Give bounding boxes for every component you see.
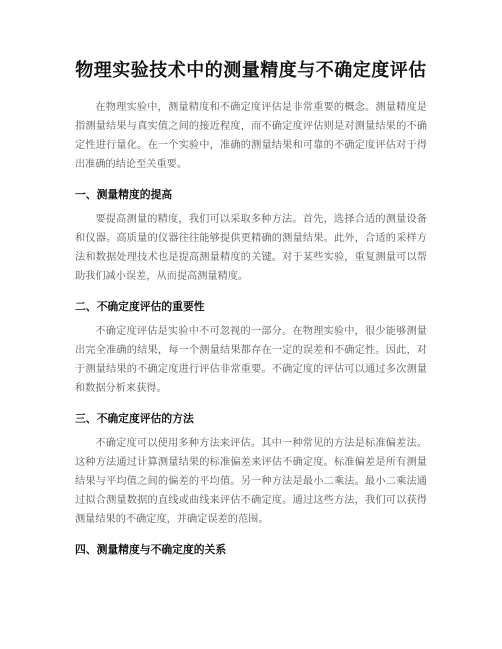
section-paragraph-1: 要提高测量的精度，我们可以采取多种方法。首先，选择合适的测量设备和仪器。高质量的仪器往往能够提供更精确的测量结果。此外，合适的采样方法和数据处理技术也是提高测量精度的关键。对于某些实验，重复测量可以帮助我们减小误差，从而提高测量精度。 bbox=[75, 214, 427, 282]
section-heading-1: 一、测量精度的提高 bbox=[75, 188, 173, 201]
intro-paragraph: 在物理实验中，测量精度和不确定度评估是非常重要的概念。测量精度是指测量结果与真实值之间的接近程度，而不确定度评估则是对测量结果的不确定性进行量化。在一个实验中，准确的测量结果和可靠的不确定度评估对于得出准确的结论至关重要。 bbox=[75, 102, 427, 170]
section-heading-2: 二、不确定度评估的重要性 bbox=[75, 300, 205, 313]
page-title: 物理实验技术中的测量精度与不确定度评估 bbox=[75, 60, 427, 81]
section-heading-4: 四、测量精度与不确定度的关系 bbox=[75, 543, 227, 556]
section-heading-3: 三、不确定度评估的方法 bbox=[75, 412, 194, 425]
section-paragraph-3: 不确定度可以使用多种方法来评估。其中一种常见的方法是标准偏差法。这种方法通过计算测量结果的标准偏差来评估不确定度。标准偏差是所有测量结果与平均值之间的偏差的平均值。另一种方法是最小二乘法。最小二乘法通过拟合测量数据的直线或曲线来评估不确定度。通过这些方法，我们可以获得测量结果的不确定度，并确定误差的范围。 bbox=[75, 438, 427, 525]
section-paragraph-2: 不确定度评估是实验中不可忽视的一部分。在物理实验中，很少能够测量出完全准确的结果，每一个测量结果都存在一定的误差和不确定性。因此，对于测量结果的不确定度进行评估非常重要。不确定度的评估可以通过多次测量和数据分析来获得。 bbox=[75, 326, 427, 394]
